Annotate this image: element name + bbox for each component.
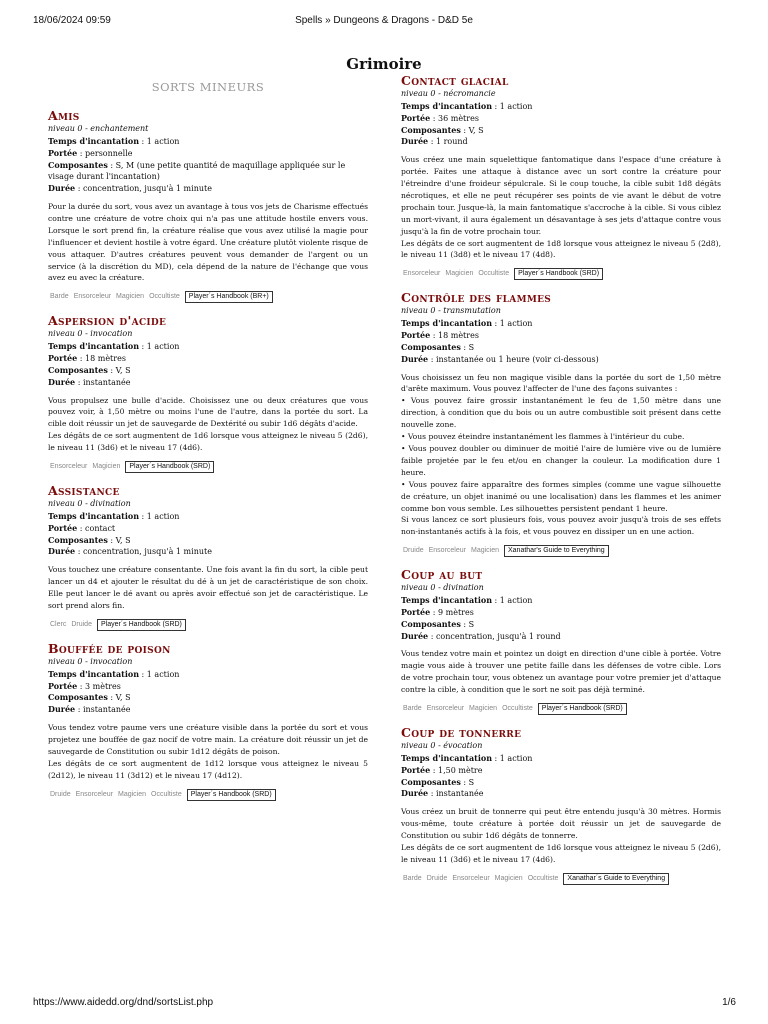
range: Portée : contact <box>48 522 116 533</box>
range: Portée : 36 mètres <box>401 112 479 123</box>
description-paragraph: Les dégâts de ce sort augmentent de 1d12 lorsque vous atteignez le niveau 5 (2d12), le niveau 11 (3d12) et le niveau 17 (4d12). <box>48 758 368 780</box>
range: Portée : 18 mètres <box>48 353 126 364</box>
class-link[interactable]: Occultiste <box>502 705 533 713</box>
description-paragraph: Les dégâts de ce sort augmentent de 1d6 lorsque vous atteignez le niveau 5 (2d6), le niveau 11 (3d6) et le niveau 17 (4d6). <box>401 842 721 864</box>
print-page-title: Spells » Dungeons & Dragons - D&D 5e <box>295 15 473 26</box>
spell-level: niveau 0 - invocation <box>48 656 133 666</box>
spell-card <box>401 567 721 715</box>
spell-description <box>401 372 721 539</box>
source-badge: Xanathar´s Guide to Everything <box>563 873 669 885</box>
class-link[interactable]: Occultiste <box>478 270 510 278</box>
description-paragraph: • Vous pouvez faire grossir instantanément le feu de 1,50 mètre dans une direction, à condition que du bois ou un autre combustible soit présent dans cette nouvelle zone. <box>401 396 721 430</box>
spell-description <box>401 154 721 261</box>
duration: Durée : instantanée <box>48 376 131 387</box>
class-link[interactable]: Occultiste <box>149 293 180 301</box>
spell-classes <box>50 291 368 303</box>
spell-name[interactable]: Contrôle des flammes <box>401 290 552 306</box>
spell-level: niveau 0 - évocation <box>401 741 483 751</box>
spell-name[interactable]: Coup au but <box>401 567 483 583</box>
class-link[interactable]: Ensorceleur <box>50 463 88 471</box>
description-paragraph: Si vous lancez ce sort plusieurs fois, vous pouvez avoir jusqu'à trois de ses effets non-instantanés actifs à la fois, et vous pouvez en dissiper un en une action. <box>401 515 721 537</box>
spell-level: niveau 0 - divination <box>401 583 484 593</box>
source-badge: Player´s Handbook (SRD) <box>538 703 627 715</box>
components: Composantes : V, S <box>48 534 131 545</box>
spell-level: niveau 0 - invocation <box>48 329 133 339</box>
class-link[interactable]: Druide <box>403 547 424 555</box>
spell-description <box>401 806 721 866</box>
spell-name[interactable]: Bouffée de poison <box>48 640 171 656</box>
components: Composantes : V, S <box>401 124 484 135</box>
casting-time: Temps d'incantation : 1 action <box>48 136 180 146</box>
spell-description <box>48 395 368 455</box>
spell-name[interactable]: Contact glacial <box>401 73 509 88</box>
casting-time: Temps d'incantation : 1 action <box>401 101 533 111</box>
print-header <box>0 15 768 29</box>
description-paragraph: Les dégâts de ce sort augmentent de 1d8 lorsque vous atteignez le niveau 5 (2d8), le niveau 11 (3d8) et le niveau 17 (4d8). <box>401 238 721 260</box>
range: Portée : 1,50 mètre <box>401 764 483 775</box>
spell-description <box>48 564 368 612</box>
class-link[interactable]: Barde <box>50 293 69 301</box>
description-paragraph: Vous touchez une créature consentante. Une fois avant la fin du sort, la cible peut lancer un d4 et ajouter le résultat du dé à un jet de caractéristique de son choix. Elle peut lancer le dé avant ou après avoir effectué son jet de caractéristique. Le sort prend alors fin. <box>48 565 368 610</box>
spell-card <box>401 725 721 885</box>
class-link[interactable]: Druide <box>50 790 71 798</box>
print-page-number: 1/6 <box>722 997 736 1008</box>
spell-list-left <box>48 108 368 801</box>
description-paragraph: • Vous pouvez faire apparaître des formes simples (comme une vague silhouette de créature, un objet inanimé ou une localisation) dans les flammes et les animer comme bon vous semble. Les silhouettes persistent pendant 1 heure. <box>401 479 721 513</box>
spell-card <box>48 108 368 303</box>
spell-name[interactable]: Aspersion d'acide <box>48 313 167 329</box>
duration: Durée : instantanée <box>401 788 484 799</box>
duration: Durée : concentration, jusqu'à 1 minute <box>48 546 212 557</box>
description-paragraph: Les dégâts de ce sort augmentent de 1d6 lorsque vous atteignez le niveau 5 (2d6), le niveau 11 (3d6) et le niveau 17 (4d6). <box>48 431 368 453</box>
spell-level: niveau 0 - enchantement <box>48 124 149 133</box>
casting-time: Temps d'incantation : 1 action <box>48 341 180 352</box>
spell-classes <box>50 789 368 801</box>
duration: Durée : 1 round <box>401 136 468 147</box>
description-paragraph: Vous tendez votre paume vers une créature visible dans la portée du sort et vous projetez une bouffée de gaz nocif de votre main. La créature doit réussir un jet de sauvegarde de Constitution ou subir 1d12 dégâts de poison. <box>48 723 368 756</box>
duration: Durée : concentration, jusqu'à 1 round <box>401 630 561 641</box>
range: Portée : personnelle <box>48 147 133 158</box>
spell-name[interactable]: Amis <box>48 108 80 123</box>
components: Composantes : V, S <box>48 692 131 703</box>
casting-time: Temps d'incantation : 1 action <box>401 595 533 606</box>
duration: Durée : instantanée ou 1 heure (voir ci-dessous) <box>401 353 599 364</box>
description-paragraph: • Vous pouvez éteindre instantanément les flammes à l'intérieur du cube. <box>401 432 685 442</box>
spell-description <box>48 201 368 284</box>
source-badge: Player´s Handbook (BR+) <box>185 291 273 303</box>
casting-time: Temps d'incantation : 1 action <box>48 668 180 679</box>
source-badge: Player´s Handbook (SRD) <box>514 268 603 280</box>
spell-card <box>401 290 721 557</box>
spell-level: niveau 0 - transmutation <box>401 306 501 316</box>
spell-name[interactable]: Coup de tonnerre <box>401 725 522 741</box>
spell-classes <box>403 703 721 715</box>
class-link[interactable]: Magicien <box>445 270 474 278</box>
class-link[interactable]: Magicien <box>470 547 499 555</box>
class-link[interactable]: Magicien <box>92 463 121 471</box>
source-badge: Xanathar's Guide to Everything <box>504 545 609 557</box>
components: Composantes : S <box>401 618 475 629</box>
range: Portée : 18 mètres <box>401 330 479 341</box>
casting-time: Temps d'incantation : 1 action <box>401 753 533 764</box>
components: Composantes : V, S <box>48 364 131 375</box>
spell-classes <box>50 461 368 473</box>
spell-classes <box>50 619 368 631</box>
right-column <box>401 73 721 895</box>
duration: Durée : concentration, jusqu'à 1 minute <box>48 183 212 194</box>
description-paragraph: Vous propulsez une bulle d'acide. Choisissez une ou deux créatures que vous pouvez voir, à 1,50 mètre ou moins l'une de l'autre, dans la portée du sort. La cible doit réussir un jet de sauvegarde de Dextérité ou subir 1d6 dégâts d'acide. <box>48 395 368 429</box>
source-badge: Player´s Handbook (SRD) <box>97 619 186 631</box>
components: Composantes : S, M (une petite quantité de maquillage appliquée sur le visage durant l'incantation) <box>48 159 346 182</box>
spell-card <box>48 483 368 631</box>
casting-time: Temps d'incantation : 1 action <box>48 511 180 522</box>
description-paragraph: Vous tendez votre main et pointez un doigt en direction d'une cible à portée. Votre magie vous aide à trouver une petite faille dans les défenses de votre cible. Lors de votre prochain tour, vous obtenez un avantage pour votre premier jet d'attaque contre la cible, à condition que le sort ne soit pas déjà terminé. <box>401 649 721 695</box>
description-paragraph: Vous créez un bruit de tonnerre qui peut être entendu jusqu'à 30 mètres. Hormis vous-même, toute créature à portée doit réussir un jet de sauvegarde de Constitution ou subir 1d6 dégâts de tonnerre. <box>401 807 721 841</box>
description-paragraph: • Vous pouvez doubler ou diminuer de moitié l'aire de lumière vive ou de lumière faible projetée par le feu et/ou en changer la couleur. La modification dure 1 heure. <box>401 443 721 477</box>
class-link[interactable]: Magicien <box>469 705 498 713</box>
spell-classes <box>403 545 721 557</box>
class-link[interactable]: Ensorceleur <box>403 270 441 278</box>
description-paragraph: Pour la durée du sort, vous avez un avantage à tous vos jets de Charisme effectués contre une créature de votre choix qui n'a pas une attitude hostile envers vous. Lorsque le sort prend fin, la créature réalise que vous avez utilisé la magie pour l'influencer et devient hostile à votre égard. Une créature plutôt violente risque de vous attaquer. D'autres créatures peuvent vous demander de l'argent ou un service (à la discrétion du MD), cela dépend de la nature de l'échange que vous avez eu avec la créature. <box>48 201 368 283</box>
spell-description <box>401 648 721 696</box>
class-link[interactable]: Magicien <box>116 293 145 301</box>
spell-card <box>48 313 368 473</box>
casting-time: Temps d'incantation : 1 action <box>401 318 533 329</box>
spell-card <box>48 641 368 801</box>
class-link[interactable]: Occultiste <box>527 874 559 882</box>
spell-level: niveau 0 - nécromancie <box>401 89 496 98</box>
class-link[interactable]: Druide <box>426 874 448 882</box>
spell-level: niveau 0 - divination <box>48 499 131 509</box>
class-link[interactable]: Ensorceleur <box>73 293 112 301</box>
description-paragraph: Vous créez une main squelettique fantomatique dans l'espace d'une créature à portée. Faites une attaque à distance avec un sort contre la créature pour l'étreindre d'une froideur sépulcrale. Si le coup touche, la cible subit 1d8 dégâts nécrotiques, et elle ne peut récupérer ses points de vie avant le début de votre prochain tour. Jusque-là, la main fantomatique s'accroche à la cible. Si vous ciblez un mort-vivant, il aura également un désavantage à ses jets d'attaque contre vous jusqu'à la fin de votre prochain tour. <box>401 155 721 236</box>
print-url: https://www.aidedd.org/dnd/sortsList.php <box>33 997 214 1008</box>
range: Portée : 3 mètres <box>48 680 121 691</box>
class-link[interactable]: Occultiste <box>151 790 182 798</box>
spell-classes <box>403 268 721 280</box>
class-link[interactable]: Magicien <box>494 874 523 882</box>
print-date: 18/06/2024 09:59 <box>33 15 111 26</box>
page-title: Grimoire <box>346 55 422 74</box>
source-badge: Player´s Handbook (SRD) <box>187 789 276 801</box>
class-link[interactable]: Ensorceleur <box>426 705 465 713</box>
left-column <box>48 80 368 811</box>
class-link[interactable]: Druide <box>71 620 92 628</box>
class-link[interactable]: Ensorceleur <box>452 874 490 882</box>
spell-description <box>48 722 368 782</box>
class-link[interactable]: Barde <box>403 705 422 713</box>
class-link[interactable]: Ensorceleur <box>428 547 466 555</box>
spell-classes <box>403 873 721 885</box>
description-paragraph: Vous choisissez un feu non magique visible dans la portée du sort de 1,50 mètre d'arête maximum. Vous pouvez l'affecter de l'une des façons suivantes : <box>401 372 721 394</box>
components: Composantes : S <box>401 341 475 352</box>
duration: Durée : instantanée <box>48 704 131 715</box>
spell-list-right <box>401 73 721 885</box>
class-link[interactable]: Magicien <box>117 790 146 798</box>
spell-name[interactable]: Assistance <box>48 483 120 499</box>
class-link[interactable]: Clerc <box>50 620 67 628</box>
section-title: SORTS MINEURS <box>151 80 265 94</box>
range: Portée : 9 mètres <box>401 607 474 618</box>
class-link[interactable]: Ensorceleur <box>75 790 113 798</box>
class-link[interactable]: Barde <box>403 874 422 882</box>
spell-card <box>401 73 721 280</box>
components: Composantes : S <box>401 776 475 787</box>
source-badge: Player´s Handbook (SRD) <box>125 461 214 473</box>
